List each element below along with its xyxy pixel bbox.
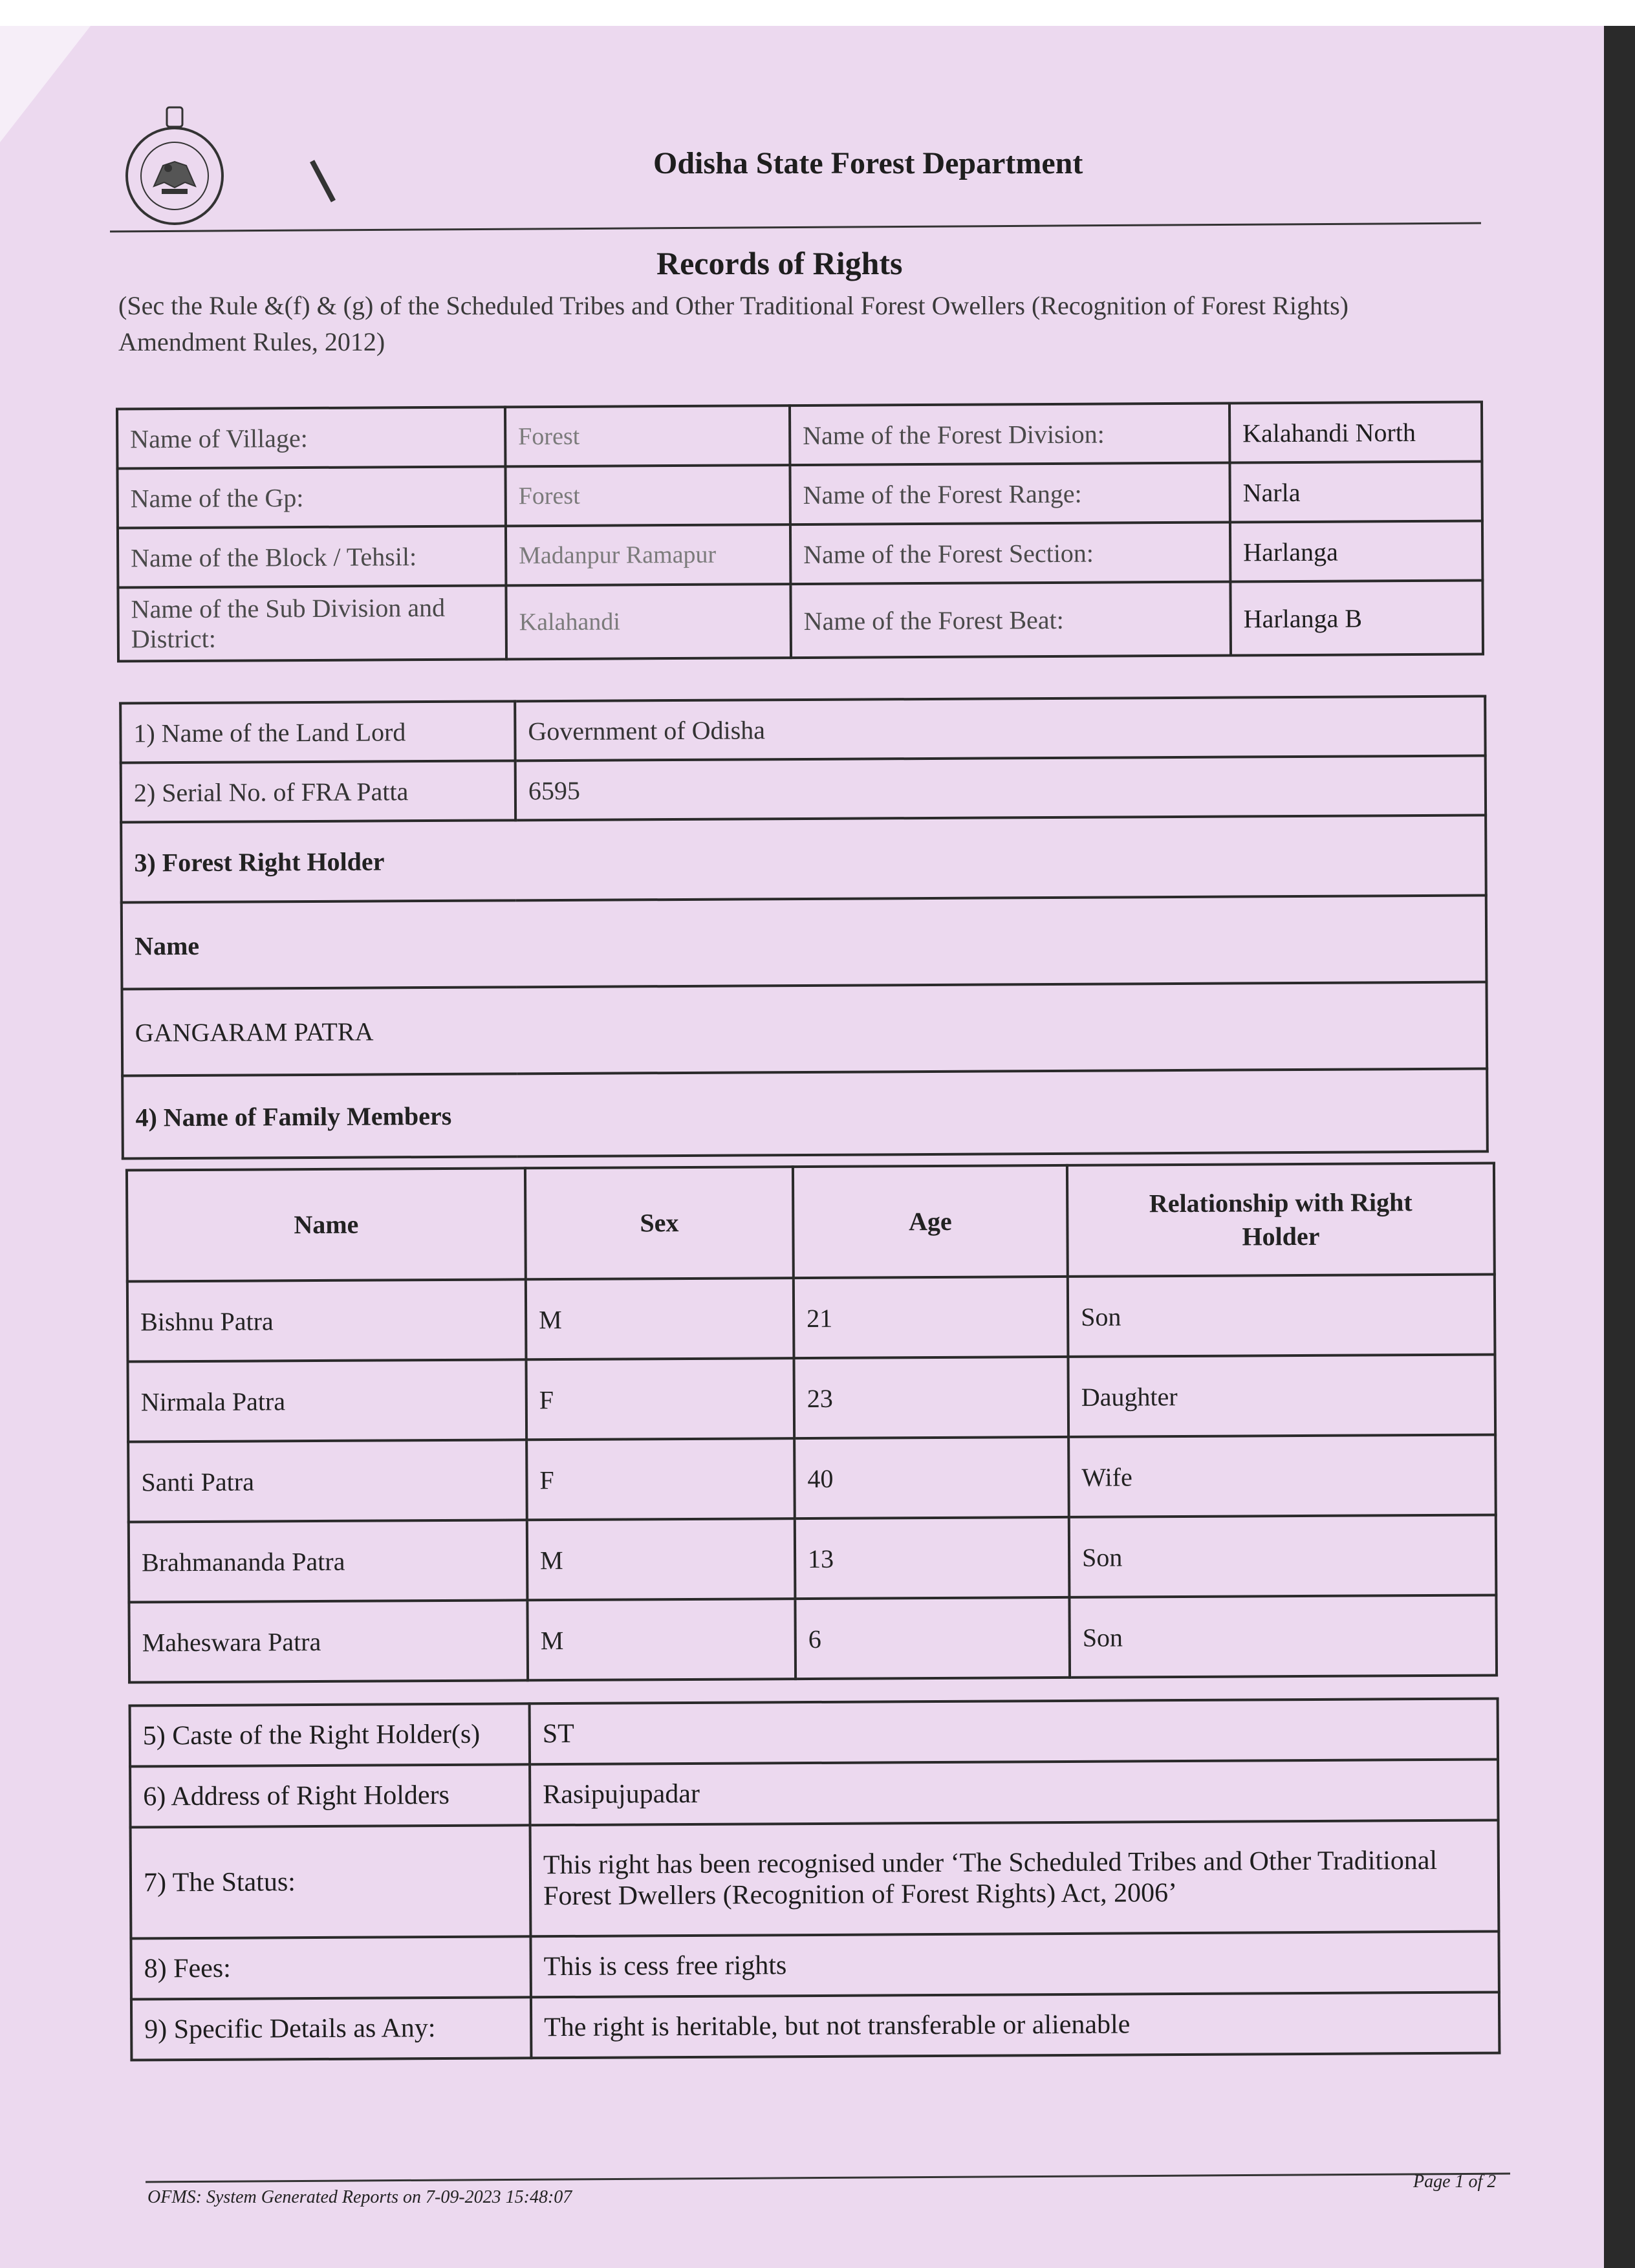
member-sex: M	[526, 1278, 794, 1359]
status-line-1: This right has been recognised under ‘The Scheduled Tribes and Other Traditional	[543, 1845, 1438, 1881]
section-value: Harlanga	[1230, 521, 1482, 581]
table-row	[129, 1595, 1497, 1682]
member-relationship: Son	[1069, 1515, 1497, 1597]
status-line-2: Forest Dwellers (Recognition of Forest Rights) Act, 2006’	[543, 1878, 1178, 1912]
table-row	[131, 1931, 1499, 1999]
member-relationship: Son	[1069, 1595, 1497, 1677]
caste-value: ST	[530, 1698, 1498, 1764]
village-value: Forest	[505, 405, 790, 466]
record-table	[119, 695, 1489, 1160]
document-page	[0, 26, 1604, 2268]
member-age: 23	[794, 1357, 1068, 1438]
landlord-label: 1) Name of the Land Lord	[120, 701, 515, 762]
member-name: Bishnu Patra	[127, 1279, 526, 1361]
address-label: 6) Address of Right Holders	[130, 1764, 530, 1827]
table-row	[121, 755, 1486, 822]
member-sex: M	[527, 1599, 796, 1680]
member-name: Maheswara Patra	[129, 1600, 528, 1682]
holder-heading: 3) Forest Right Holder	[121, 815, 1486, 902]
member-sex: F	[526, 1358, 794, 1440]
column-header-relationship: Relationship with Right Holder	[1067, 1163, 1495, 1276]
member-name: Nirmala Patra	[127, 1359, 526, 1442]
member-name: Brahmananda Patra	[129, 1520, 528, 1602]
member-sex: M	[527, 1518, 796, 1600]
table-row	[117, 461, 1482, 528]
column-header-sex: Sex	[525, 1167, 794, 1279]
range-label: Name of the Forest Range:	[790, 463, 1229, 525]
member-name: Santi Patra	[128, 1440, 527, 1522]
block-value: Madanpur Ramapur	[506, 524, 790, 585]
status-label: 7) The Status:	[131, 1825, 531, 1938]
table-row	[127, 1274, 1495, 1361]
table-header-row	[127, 1163, 1495, 1281]
scan-edge	[1604, 26, 1635, 2268]
details-table	[129, 1697, 1501, 2061]
table-row	[127, 1354, 1495, 1442]
caste-label: 5) Caste of the Right Holder(s)	[130, 1703, 530, 1766]
member-relationship: Daughter	[1068, 1354, 1495, 1436]
header-divider	[110, 222, 1481, 233]
table-row	[131, 1992, 1499, 2060]
department-title: Odisha State Forest Department	[653, 146, 1083, 180]
status-value	[530, 1820, 1499, 1936]
member-sex: F	[526, 1438, 795, 1520]
table-row	[121, 815, 1486, 902]
table-row	[122, 982, 1487, 1075]
footer-divider	[146, 2173, 1510, 2183]
folded-corner	[0, 26, 91, 142]
beat-label: Name of the Forest Beat:	[790, 582, 1231, 658]
subdivision-value: Kalahandi	[506, 584, 791, 659]
member-age: 40	[794, 1437, 1069, 1518]
serial-value: 6595	[515, 755, 1486, 820]
member-age: 6	[795, 1597, 1070, 1679]
landlord-value: Government of Odisha	[515, 696, 1485, 761]
section-label: Name of the Forest Section:	[790, 523, 1230, 585]
page-title: Records of Rights	[656, 245, 903, 281]
gp-value: Forest	[505, 465, 790, 526]
odisha-emblem-icon	[123, 103, 226, 226]
village-label: Name of Village:	[117, 407, 505, 468]
family-heading: 4) Name of Family Members	[122, 1068, 1488, 1158]
table-row	[120, 696, 1485, 762]
table-row	[129, 1515, 1497, 1602]
table-row	[128, 1434, 1496, 1522]
table-row	[122, 895, 1487, 989]
division-value: Kalahandi North	[1229, 402, 1482, 462]
table-row	[117, 402, 1482, 468]
rule-reference: (Sec the Rule &(f) & (g) of the Scheduled Tribes and Other Traditional Forest Owellers (Recognition of Forest Rights) Amendment Rules, 2012)	[118, 291, 1348, 356]
table-row	[122, 1068, 1488, 1158]
gp-label: Name of the Gp:	[117, 466, 505, 528]
member-age: 13	[795, 1517, 1070, 1599]
pen-mark	[310, 160, 336, 202]
member-relationship: Son	[1068, 1274, 1495, 1356]
division-label: Name of the Forest Division:	[790, 404, 1229, 466]
fees-label: 8) Fees:	[131, 1936, 530, 1999]
table-row	[130, 1759, 1498, 1827]
table-row	[131, 1820, 1499, 1938]
location-table	[116, 400, 1484, 662]
name-heading: Name	[122, 895, 1487, 989]
table-row	[130, 1698, 1498, 1766]
table-row	[118, 521, 1482, 587]
serial-label: 2) Serial No. of FRA Patta	[121, 761, 515, 822]
fees-value: This is cess free rights	[530, 1931, 1499, 1997]
specific-details-label: 9) Specific Details as Any:	[131, 1997, 531, 2060]
address-value: Rasipujupadar	[530, 1759, 1498, 1825]
beat-value: Harlanga B	[1230, 580, 1483, 655]
page-number: Page 1 of 2	[1413, 2172, 1497, 2192]
subdivision-label: Name of the Sub Division and District:	[118, 585, 506, 661]
column-header-age: Age	[793, 1165, 1068, 1278]
block-label: Name of the Block / Tehsil:	[118, 526, 506, 587]
table-row	[118, 580, 1483, 661]
column-header-name: Name	[127, 1168, 526, 1281]
member-age: 21	[794, 1277, 1068, 1358]
range-value: Narla	[1229, 461, 1482, 522]
member-relationship: Wife	[1068, 1434, 1496, 1517]
specific-details-value: The right is heritable, but not transferable or alienable	[531, 1992, 1499, 2058]
generated-timestamp: OFMS: System Generated Reports on 7-09-2023 15:48:07	[147, 2187, 572, 2207]
holder-name: GANGARAM PATRA	[122, 982, 1487, 1075]
family-table	[125, 1161, 1498, 1683]
